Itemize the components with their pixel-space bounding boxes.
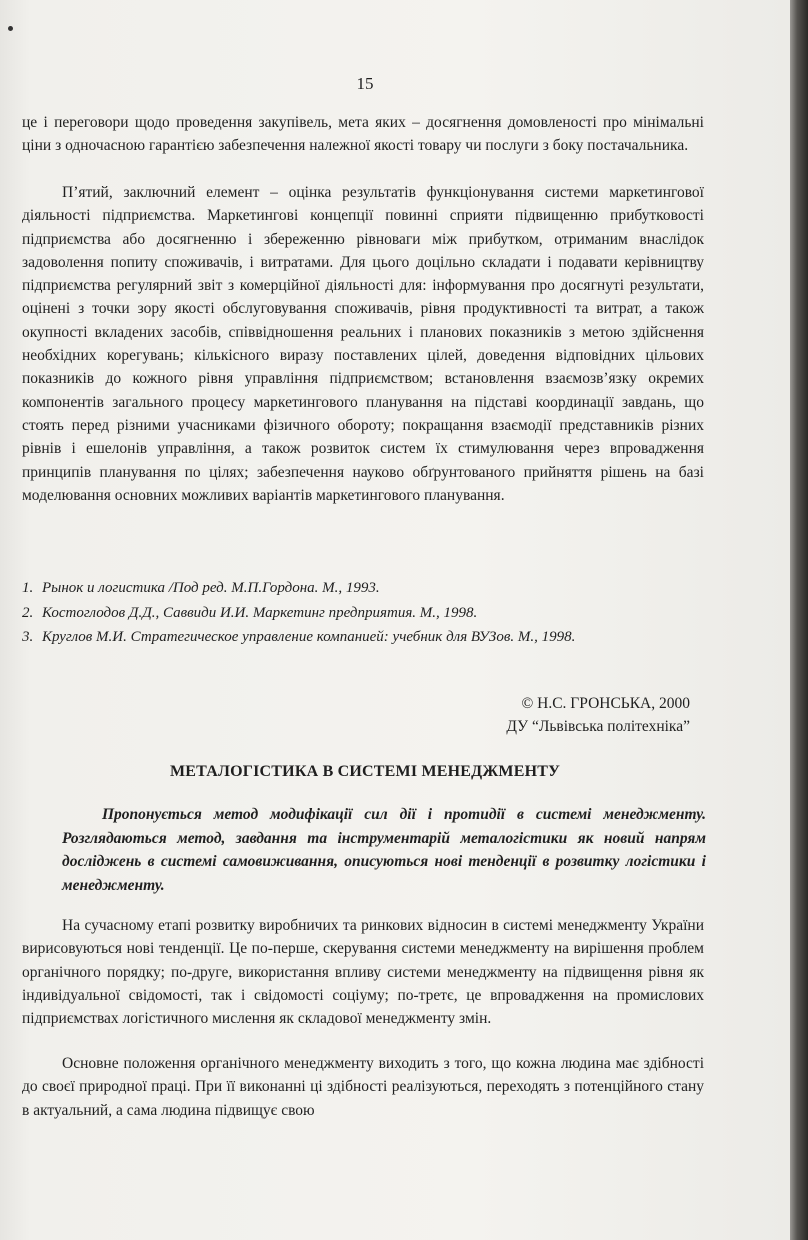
- paragraph-intro: На сучасному етапі розвитку виробничих та ринкових відносин в системі менеджменту України вирисовуються нові тенденції. Це по-перше, скерування системи менеджменту на вирішення проблем органічного порядку; по-друге, використання впливу системи менеджменту на підвищення рівня як індивідуальної свідомості, так і свідомості соціуму; по-третє, це впровадження на промислових підприємствах логістичного мислення як складової менеджменту змін.: [22, 917, 704, 1028]
- reference-item: 2. Костоглодов Д.Д., Саввиди И.И. Маркетинг предприятия. М., 1998.: [22, 604, 478, 621]
- reference-item: 3. Круглов М.И. Стратегическое управление компанией: учебник для ВУЗов. М., 1998.: [22, 629, 576, 645]
- article-title: МЕТАЛОГІСТИКА В СИСТЕМІ МЕНЕДЖМЕНТУ: [169, 763, 561, 780]
- author-block: [506, 692, 690, 738]
- paragraph-organic-management: Основне положення органічного менеджменту виходить з того, що кожна людина має здібності до своєї природної праці. При її виконанні ці здібності реалізуються, переходять з потенційного стану в актуальний, а сама людина підвищує свою: [22, 1055, 704, 1119]
- reference-list: [22, 576, 712, 650]
- page-number: 15: [356, 74, 374, 93]
- copyright-line: © Н.С. ГРОНСЬКА, 2000: [521, 695, 690, 712]
- page-edge-shadow: [790, 0, 808, 1240]
- article-abstract: Пропонується метод модифікації сил дії і протидії в системі менеджменту. Розглядаються метод, завдання та інструментарій металогістики як новий напрям досліджень в системі самовиживання, описуються нові тенденції в розвитку логістики і менеджменту.: [62, 806, 706, 894]
- reference-item: 1. Рынок и логистика /Под ред. М.П.Гордона. М., 1993.: [22, 580, 380, 596]
- ink-speck: [8, 26, 13, 31]
- paragraph-fifth-element: П’ятий, заключний елемент – оцінка результатів функціонування системи маркетингової діяльності підприємства. Маркетингові концепції повинні сприяти підвищенню прибутковості підприємства або досягненню і збереженню рівноваги між прибутком, отриманим внаслідок задоволення попиту споживачів, і витратами. Для цього доцільно складати і подавати керівництву підприємства регулярний звіт з комерційної діяльності для: інформування про досягнуті результати, оцінені з точки зору якості обслуговування споживачів, рівня продуктивності та витрат, а також окупності вкладених засобів, співвідношення реальних і планових показників з метою здійснення необхідних корегувань; кількісного виразу поставлених цілей, доведення відповідних цільових показників до кожного рівня управління підприємством; встановлення взаємозв’язку окремих компонентів загального процесу маркетингового планування на підставі координації завдань, що стоять перед різними учасниками фізичного обороту; покращання взаємодії представників різних рівнів і ешелонів управління, а також розвиток систем їх стимулювання через впровадження принципів планування по цілях; забезпечення науково обґрунтованого прийняття рішень на базі моделювання основних можливих варіантів маркетингового планування.: [22, 184, 704, 504]
- affiliation-line: ДУ “Львівська політехніка”: [506, 718, 690, 735]
- paragraph-continuation: це і переговори щодо проведення закупівель, мета яких – досягнення домовленості про мінімальні ціни з одночасною гарантією забезпечення належної якості товару чи послуги з боку постачальника.: [22, 114, 704, 155]
